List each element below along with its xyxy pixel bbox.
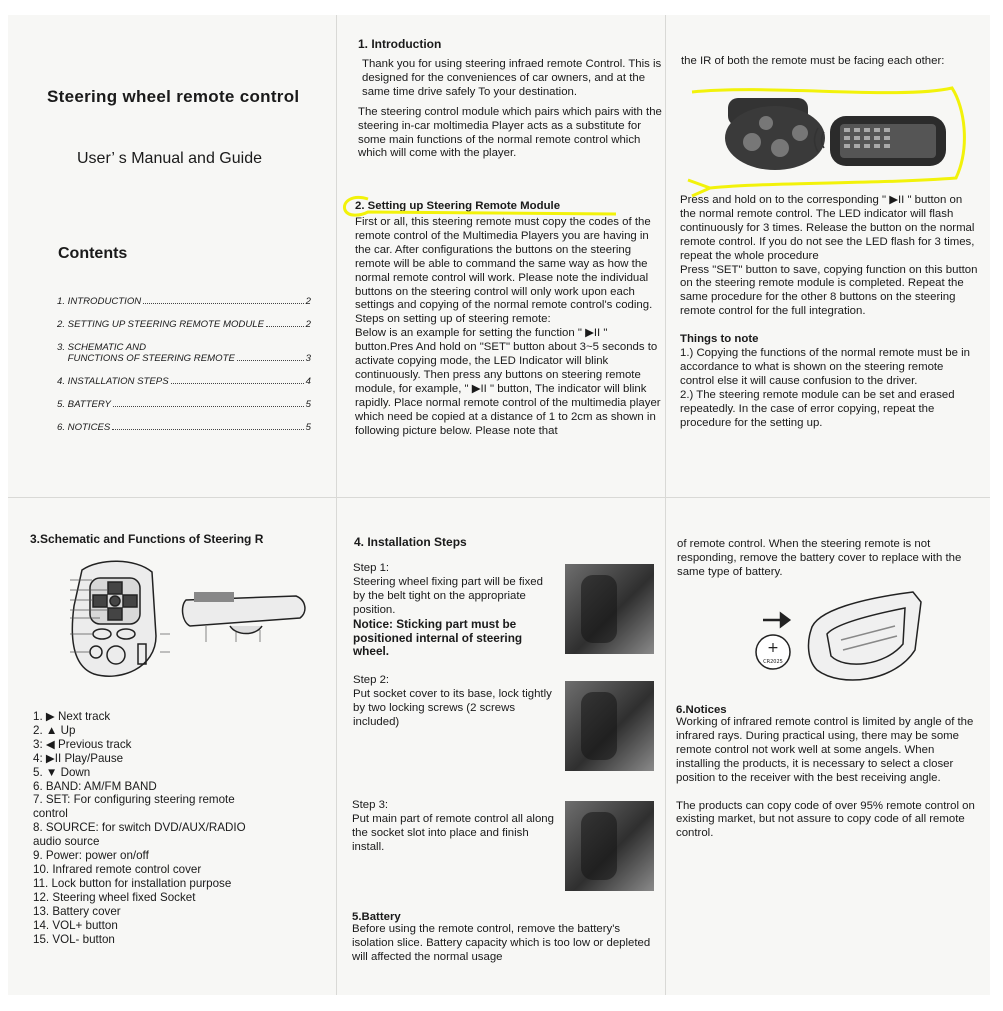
notices-text: The products can copy code of over 95% remote control on existing market, but not assure to copy code of all remote control. [676,799,975,840]
battery-text: Before using the remote control, remove the battery's isolation slice. Battery capacity which is too low or depleted will affected the normal usage [352,923,651,963]
toc-entry: 4. INSTALLATION STEPS 4 [57,376,311,387]
function-item: 4: ▶II Play/Pause [33,751,124,765]
contents-heading: Contents [58,245,128,262]
function-item: audio source [33,835,100,849]
function-item: 13. Battery cover [33,904,121,918]
things-to-note-heading: Things to note [680,333,759,346]
copy-procedure: Press and hold on to the corresponding " ▶II " button on the normal remote control. The LED indicator will flash continuously for 3 times. Release the button on the normal remote control. If you do not see the LED flash for 3 times, repeat the whole procedure Press "SET" button to save, copying function on this button on the steering remote module is completed. Repeat the same procedure for the other 8 buttons on the steering remote control for the full integration. Things to note 1.) Copying the functions of the normal remote must be in accordance to what is shown on the steering remote control else it will cause confusion to the driver. 2.) The steering remote module can be set and erased repeatedly. In the case of error copying, repeat the procedure for the setting up. [680,194,978,429]
svg-text:+: + [767,640,779,656]
battery-continued: of remote control. When the steering remote is not responding, remove the battery cover to replace with the same type of battery. [677,538,962,578]
svg-text:CR2025: CR2025 [763,659,783,665]
toc-entry: 2. SETTING UP STEERING REMOTE MODULE 2 [57,319,311,330]
toc-entry: 1. INTRODUCTION 2 [57,296,311,307]
function-item: 9. Power: power on/off [33,849,149,863]
schematic-heading: 3.Schematic and Functions of Steering R [30,532,264,546]
notices-heading: 6.Notices [676,704,727,716]
battery-replacement-illustration [745,590,925,690]
remote-side-view [183,592,305,634]
intro-heading: 1. Introduction [358,37,442,51]
function-item: 15. VOL- button [33,932,115,946]
function-item: 8. SOURCE: for switch DVD/AUX/RADIO [33,821,246,835]
function-item: 3: ◀ Previous track [33,737,132,751]
function-item: 7. SET: For configuring steering remote [33,793,235,807]
fold-line [8,497,990,498]
battery-section [352,911,657,965]
table-of-contents [57,284,311,433]
function-item: 14. VOL+ button [33,918,118,932]
fold-line [665,15,666,995]
normal-remote-icon [830,116,946,166]
install-notice: Notice: Sticking part must be positioned internal of steering wheel. [353,616,523,659]
steering-remote-icon [725,98,825,170]
schematic-diagram [60,556,320,686]
function-list [33,710,246,946]
install-step-3-photo [565,801,654,891]
function-item: 10. Infrared remote control cover [33,862,202,876]
function-item: 5. ▼ Down [33,765,91,779]
install-step-2: Step 2: Put socket cover to its base, lock tightly by two locking screws (2 screws included) [353,674,552,728]
notices-text: Working of infrared remote control is limited by angle of the infrared rays. During practical using, there may be some remote control not work well at some angels. When installing the products, it is necessary to select a closer position to the receiver with the best receiving angle. [676,716,974,784]
remote-battery-compartment [809,592,921,680]
coin-battery-icon [756,635,790,669]
fold-line [336,15,337,995]
function-item: 1. ▶ Next track [33,710,111,723]
function-item: 12. Steering wheel fixed Socket [33,890,196,904]
install-step-1: Step 1: Steering wheel fixing part will be fixed by the belt tight on the appropriate position. Notice: Sticking part must be positioned internal of steering wheel. [353,562,553,659]
function-item: 11. Lock button for installation purpose [33,876,232,890]
install-step-1-photo [565,564,654,654]
function-item: 6. BAND: AM/FM BAND [33,779,157,793]
toc-entry: 3. SCHEMATIC AND FUNCTIONS OF STEERING REMOTE 3 [57,342,311,364]
remote-front-view [72,561,156,676]
setup-steps-heading: Steps on setting up of steering remote: [355,313,551,326]
ir-facing-note: the IR of both the remote must be facing each other: [681,55,945,67]
setup-heading: 2. Setting up Steering Remote Module [355,200,561,212]
note-item: 1.) Copying the functions of the normal remote must be in accordance to what is shown on the steering remote control else it will cause confusion to the driver. [680,347,970,387]
intro-paragraph: The steering control module which pairs which pairs with the steering in-car moltimedia Player acts as a substitute for some main functions of the normal remote control which which will come with the player. [358,105,662,160]
manual-title: Steering wheel remote control [47,87,300,106]
install-step-2-photo [565,681,654,771]
install-step-3: Step 3: Put main part of remote control all along the socket slot into place and finish install. [352,799,554,853]
function-item: control [33,807,68,821]
setup-section [355,200,665,439]
installation-heading: 4. Installation Steps [354,535,467,549]
arrow-right-icon [763,614,789,626]
battery-heading: 5.Battery [352,911,401,923]
function-item: 2. ▲ Up [33,723,76,737]
highlight-underline [338,190,623,224]
intro-section [358,37,663,161]
note-item: 2.) The steering remote module can be set and erased repeatedly. In the case of error copying, repeat the procedure for the setting up. [680,388,955,429]
toc-entry: 6. NOTICES 5 [57,422,311,433]
manual-subtitle: User’ s Manual and Guide [77,150,262,167]
notices-section [676,704,980,841]
setup-paragraph: First or all, this steering remote must copy the codes of the remote control of the Multimedia Players you are having in the car. After configurations the buttons on the steering remote will be able to command the same way as how the normal remote control will work. Please note the individual buttons on the steering control will only work upon each settings and copying of the normal remote control's coding. [355,216,653,312]
toc-entry: 5. BATTERY 5 [57,399,311,410]
intro-paragraph: Thank you for using steering infraed remote Control. This is designed for the conveniences of car owners, and at the same time drive safely To your destination. [362,58,662,98]
remote-pairing-illustration [680,78,980,198]
setup-paragraph: Below is an example for setting the function " ▶II " button.Pres And hold on "SET" button about 3~5 seconds to activate copying mode, the LED Indicator will blink continuously. Then press any buttons on steering remote module, for example, " ▶II " button, The indicator will blink rapidly. Place normal remote control of the multimedia player which need be copied at a distance of 1 to 2cm as shown in following picture below. Please note that [355,327,661,437]
